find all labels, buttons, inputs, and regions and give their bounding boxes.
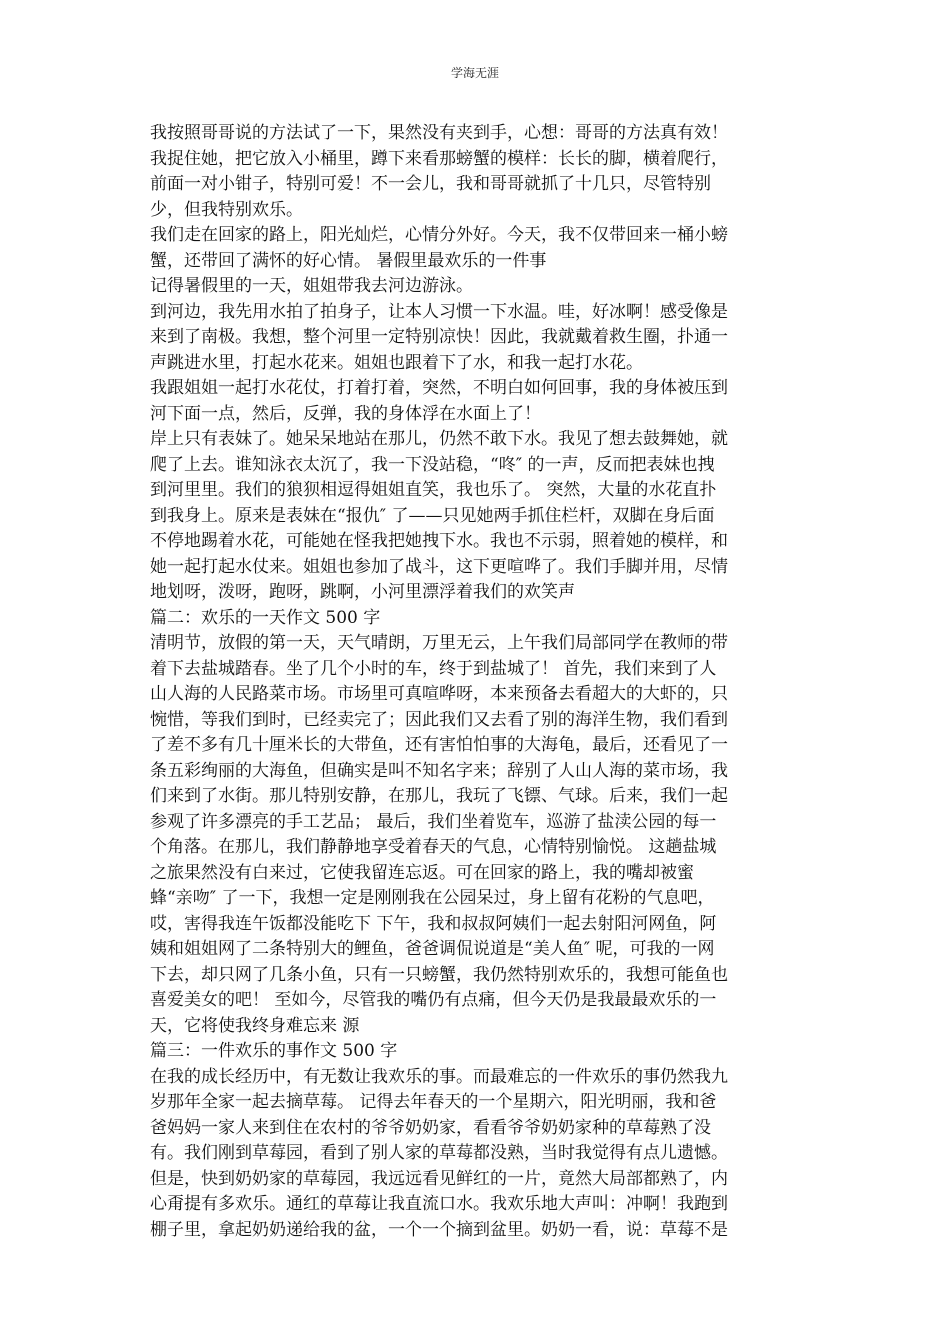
text-line: 个角落。在那儿，我们静静地享受着春天的气息，心情特别愉悦。 这趟盐城 bbox=[150, 837, 717, 857]
text-line: 前面一对小钳子，特别可爱！不一会儿，我和哥哥就抓了十几只，尽管特别 bbox=[150, 174, 711, 194]
text-line: 到河里里。我们的狼狈相逗得姐姐直笑，我也乐了。 突然，大量的水花直扑 bbox=[150, 480, 717, 500]
text-line: 清明节，放假的第一天，天气晴朗，万里无云，上午我们局部同学在教师的带 bbox=[150, 633, 728, 653]
text-line: 到河边，我先用水拍了拍身子，让本人习惯一下水温。哇，好冰啊！感受像是 bbox=[150, 301, 728, 322]
text-line: 我跟姐姐一起打水花仗，打着打着，突然，不明白如何回事，我的身体被压到 bbox=[150, 378, 728, 398]
text-line: 少，但我特别欢乐。 bbox=[150, 199, 303, 220]
text-line: 喜爱美女的吧！ 至如今，尽管我的嘴仍有点痛，但今天仍是我最最欢乐的一 bbox=[150, 990, 717, 1010]
text-line: 蟹，还带回了满怀的好心情。 暑假里最欢乐的一件事 bbox=[150, 250, 547, 271]
text-line: 之旅果然没有白来过，它使我留连忘返。可在回家的路上，我的嘴却被蜜 bbox=[150, 862, 694, 883]
document-body bbox=[150, 121, 805, 1243]
text-line: 山人海的人民路菜市场。市场里可真喧哗呀，本来预备去看超大的大虾的，只 bbox=[150, 684, 728, 704]
text-line: 不停地踢着水花，可能她在怪我把她拽下水。我也不示弱，照着她的模样，和 bbox=[150, 531, 728, 551]
text-line: 来到了南极。我想，整个河里一定特别凉快！因此，我就戴着救生圈，扑通一 bbox=[150, 327, 728, 347]
text-line: 爸妈妈一家人来到住在农村的爷爷奶奶家，看看爷爷奶奶家种的草莓熟了没 bbox=[150, 1117, 711, 1138]
text-line: 参观了许多漂亮的手工艺品； 最后，我们坐着览车，巡游了盐渎公园的每一 bbox=[150, 811, 717, 832]
text-line: 记得暑假里的一天，姐姐带我去河边游泳。 bbox=[150, 276, 473, 296]
text-line: 着下去盐城踏春。坐了几个小时的车，终于到盐城了！ 首先，我们来到了人 bbox=[150, 658, 717, 679]
text-line: 爬了上去。谁知泳衣太沉了，我一下没站稳，“咚″ 的一声，反而把表妹也拽 bbox=[150, 454, 715, 475]
text-line: 惋惜，等我们到时，已经卖完了；因此我们又去看了别的海洋生物，我们看到 bbox=[150, 709, 728, 730]
text-line: 有。我们刚到草莓园，看到了别人家的草莓都没熟，当时我觉得有点儿遗憾。 bbox=[150, 1143, 728, 1163]
text-line: 我按照哥哥说的方法试了一下，果然没有夹到手，心想：哥哥的方法真有效！ bbox=[150, 123, 728, 143]
text-line: 到我身上。原来是表妹在“报仇″ 了——只见她两手抓住栏杆，双脚在身后面 bbox=[150, 505, 715, 526]
text-line: 我们走在回家的路上，阳光灿烂，心情分外好。今天，我不仅带回来一桶小螃 bbox=[150, 225, 728, 245]
text-line: 地划呀，泼呀，跑呀，跳啊，小河里漂浮着我们的欢笑声 bbox=[150, 582, 575, 602]
text-line: 天，它将使我终身难忘来 源 bbox=[150, 1015, 360, 1036]
text-line: 但是，快到奶奶家的草莓园，我远远看见鲜红的一片，竟然大局部都熟了，内 bbox=[150, 1168, 728, 1189]
text-line: 岸上只有表妹了。她呆呆地站在那儿，仍然不敢下水。我见了想去鼓舞她，就 bbox=[150, 429, 728, 449]
text-line: 我捉住她，把它放入小桶里，蹲下来看那螃蟹的模样：长长的脚，横着爬行， bbox=[150, 148, 728, 169]
page-header: 学海无涯 bbox=[450, 66, 499, 80]
text-line: 姨和姐姐网了二条特别大的鲤鱼，爸爸调侃说道是“美人鱼″ 呢，可我的一网 bbox=[150, 939, 715, 959]
text-line: 心甭提有多欢乐。通红的草莓让我直流口水。我欢乐地大声叫：冲啊！我跑到 bbox=[150, 1194, 728, 1214]
text-line: 哎，害得我连午饭都没能吃下 下午，我和叔叔阿姨们一起去射阳河网鱼，阿 bbox=[150, 913, 717, 934]
text-line: 篇二：欢乐的一天作文 500 字 bbox=[150, 607, 381, 628]
text-line: 河下面一点，然后，反弹，我的身体浮在水面上了！ bbox=[150, 403, 541, 424]
text-line: 声跳进水里，打起水花来。姐姐也跟着下了水，和我一起打水花。 bbox=[150, 352, 643, 373]
text-line: 棚子里，拿起奶奶递给我的盆，一个一个摘到盆里。奶奶一看，说：草莓不是 bbox=[150, 1219, 728, 1240]
text-line: 了差不多有几十厘米长的大带鱼，还有害怕怕事的大海龟，最后，还看见了一 bbox=[150, 735, 728, 755]
text-line: 她一起打起水仗来。姐姐也参加了战斗，这下更喧哗了。我们手脚并用，尽情 bbox=[150, 556, 728, 577]
text-line: 条五彩绚丽的大海鱼，但确实是叫不知名字来；辞别了人山人海的菜市场，我 bbox=[150, 760, 728, 781]
text-line: 们来到了水街。那儿特别安静，在那儿，我玩了飞镖、气球。后来，我们一起 bbox=[150, 786, 728, 806]
text-line: 在我的成长经历中，有无数让我欢乐的事。而最难忘的一件欢乐的事仍然我九 bbox=[150, 1066, 728, 1087]
text-line: 下去，却只网了几条小鱼，只有一只螃蟹，我仍然特别欢乐的，我想可能鱼也 bbox=[150, 964, 728, 985]
text-line: 蜂“亲吻″ 了一下，我想一定是刚刚我在公园呆过，身上留有花粉的气息吧， bbox=[150, 888, 715, 908]
text-line: 岁那年全家一起去摘草莓。 记得去年春天的一个星期六，阳光明丽，我和爸 bbox=[150, 1092, 717, 1112]
text-line: 篇三：一件欢乐的事作文 500 字 bbox=[150, 1041, 398, 1061]
